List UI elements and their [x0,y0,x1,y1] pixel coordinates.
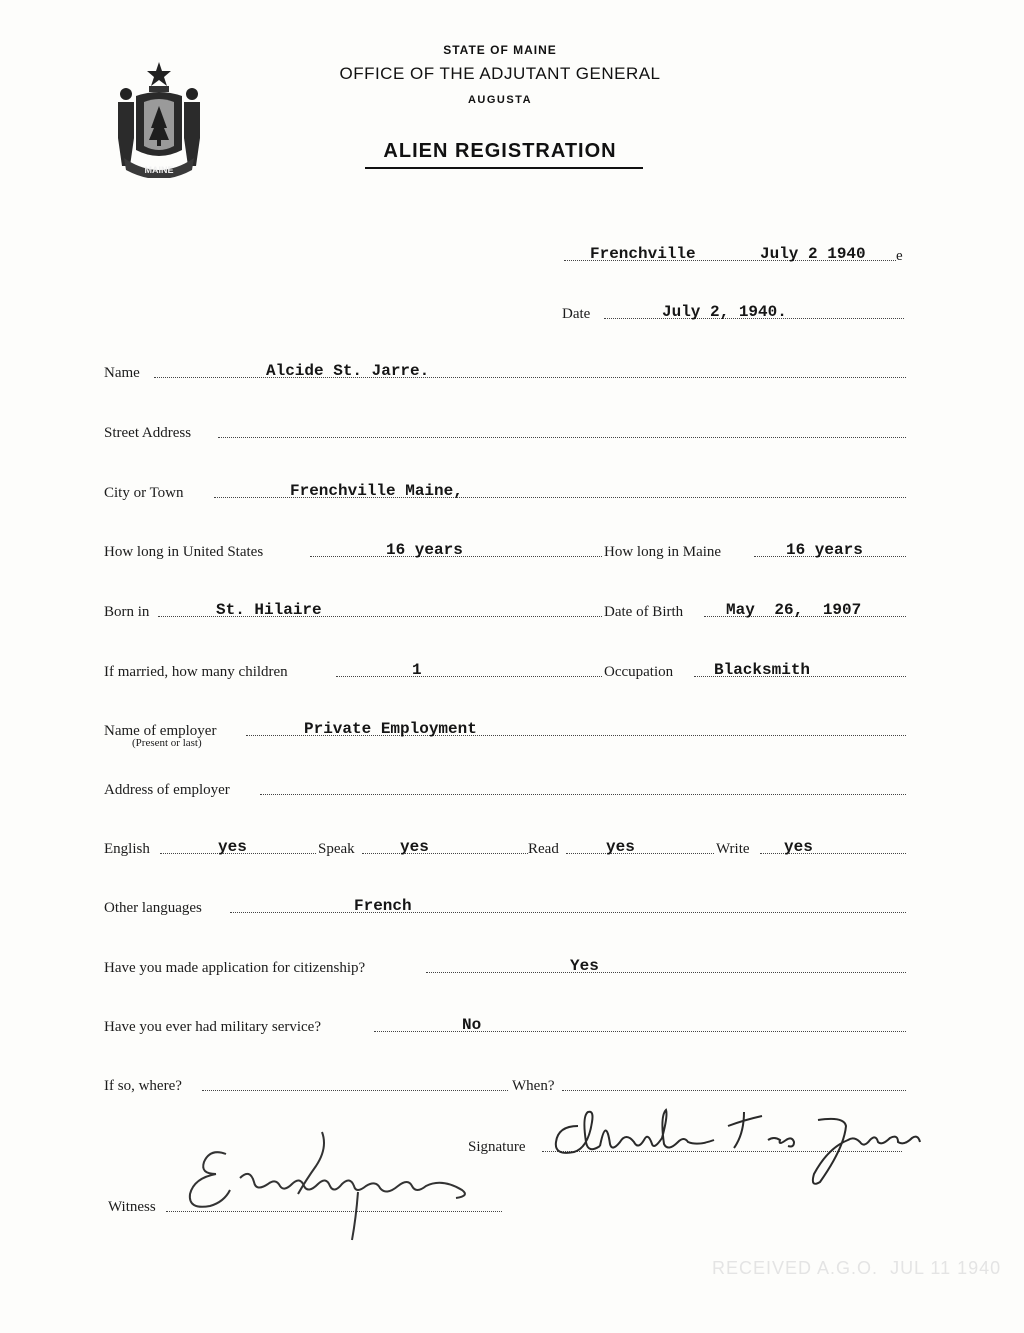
english-label: English [104,841,150,857]
employer-row [104,718,908,740]
children-row [104,659,908,681]
form-title: ALIEN REGISTRATION [383,140,617,162]
employer-sublabel: (Present or last) [132,737,202,749]
birth-row [104,599,908,621]
write-value: yes [784,838,813,856]
where-label: If so, where? [104,1078,182,1094]
applicant-signature [548,1096,928,1188]
city-row [104,480,908,502]
when-dots [562,1089,906,1091]
date-value: July 2, 1940. [662,303,787,321]
place-value: Frenchville [590,245,696,263]
header-city: AUGUSTA [467,94,533,106]
us-value: 16 years [386,541,463,559]
place-row [560,243,910,265]
other-languages-row [104,895,908,917]
place-date-value: July 2 1940 [760,245,866,263]
speak-dots [362,852,528,854]
employer-label: Name of employer [104,723,217,739]
maine-value: 16 years [786,541,863,559]
children-value: 1 [412,661,422,679]
residence-row [104,539,908,561]
signature-label: Signature [468,1139,526,1155]
witness-label: Witness [108,1199,156,1215]
place-suffix: e [896,248,903,264]
name-row [104,360,908,382]
name-value: Alcide St. Jarre. [266,362,430,380]
other-languages-label: Other languages [104,900,202,916]
other-languages-value: French [354,897,412,915]
occupation-label: Occupation [604,664,674,680]
us-label: How long in United States [104,544,264,560]
military-label: Have you ever had military service? [104,1019,321,1035]
children-label: If married, how many children [104,664,288,680]
dob-label: Date of Birth [604,604,684,620]
english-value: yes [218,838,247,856]
header-state: STATE OF MAINE [443,43,557,57]
maine-label: How long in Maine [604,544,722,560]
title-underline [365,167,643,169]
citizenship-row [104,955,908,977]
read-dots [566,852,714,854]
children-dots [336,675,602,677]
born-label: Born in [104,604,150,620]
military-row [104,1014,908,1036]
speak-value: yes [400,838,429,856]
date-row [562,301,908,323]
where-dots [202,1089,508,1091]
employer-address-label: Address of employer [104,782,230,798]
write-label: Write [716,841,750,857]
city-label: City or Town [104,485,184,501]
employer-address-dots [260,793,906,795]
street-dots [218,436,906,438]
header-office: OFFICE OF THE ADJUTANT GENERAL [339,64,661,83]
when-label: When? [512,1078,555,1094]
read-value: yes [606,838,635,856]
citizenship-label: Have you made application for citizenship? [104,960,366,976]
english-row [104,836,908,858]
witness-signature [180,1128,480,1248]
other-languages-dots [230,911,906,913]
citizenship-dots [426,971,906,973]
city-value: Frenchville Maine, [290,482,463,500]
employer-value: Private Employment [304,720,477,738]
where-when-row [104,1073,908,1095]
stamp-date: JUL 11 1940 [890,1258,1002,1278]
speak-label: Speak [318,841,355,857]
born-value: St. Hilaire [216,601,322,619]
date-label: Date [562,306,591,322]
stamp-received: RECEIVED A.G.O. [712,1258,879,1278]
witness-text: E. Levesque [180,1246,185,1247]
received-stamp [712,1258,1007,1279]
name-label: Name [104,365,140,381]
citizenship-value: Yes [570,957,599,975]
dob-value: May 26, 1907 [726,601,862,619]
occupation-value: Blacksmith [714,661,811,679]
employer-address-row [104,777,908,799]
military-value: No [462,1016,482,1034]
write-dots [760,852,906,854]
military-dots [374,1030,906,1032]
read-label: Read [528,841,559,857]
seal-text: MAINE [144,165,174,175]
street-row [104,420,908,442]
signature-text: Alcide St Jarre [548,1186,554,1187]
street-label: Street Address [104,425,192,441]
